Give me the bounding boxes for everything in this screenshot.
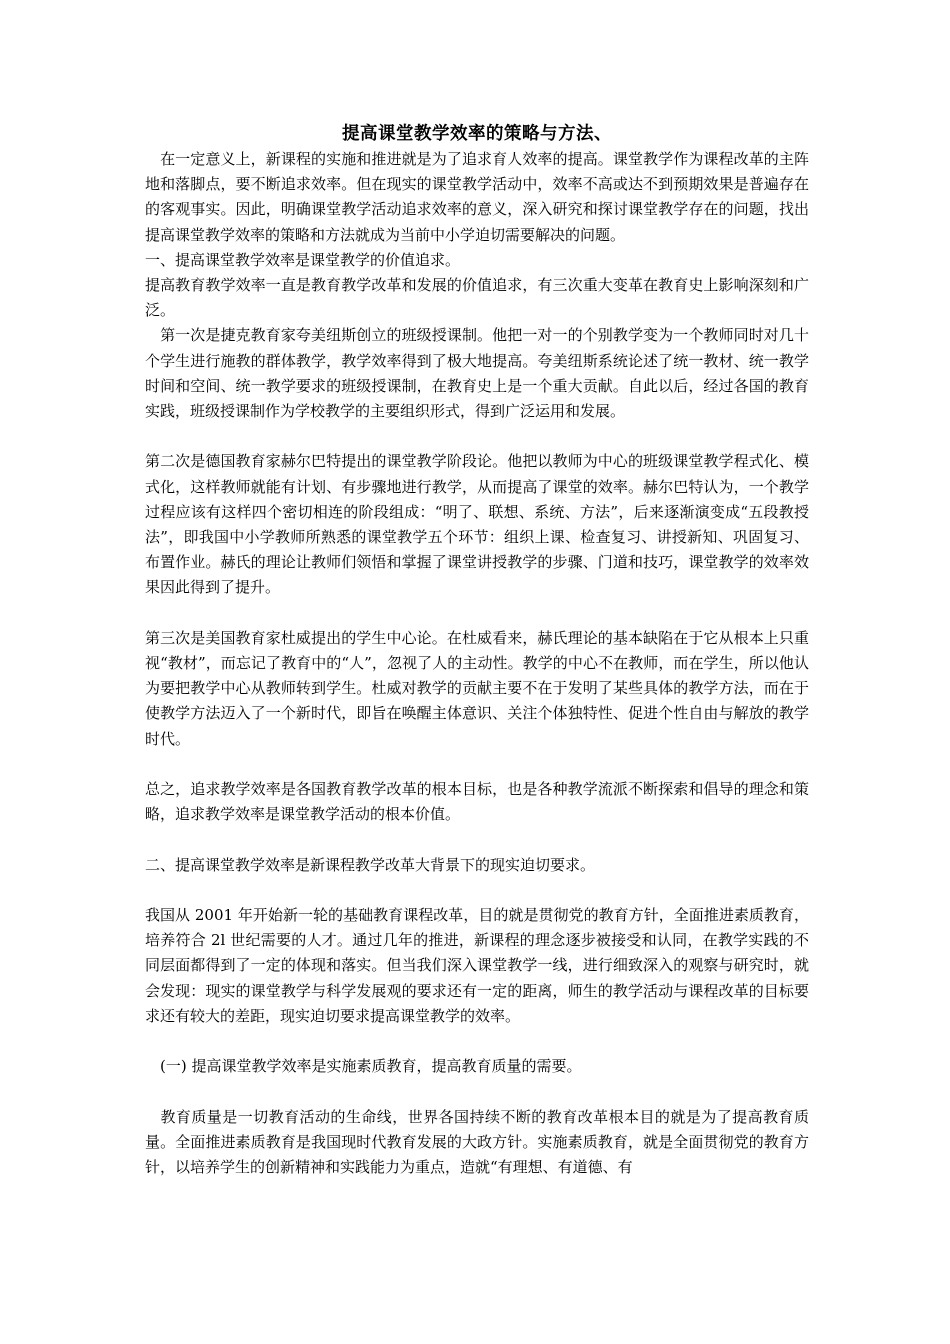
- paragraph-intro: 在一定意义上，新课程的实施和推进就是为了追求育人效率的提高。课堂教学作为课程改革的主阵地和落脚点，要不断追求效率。但在现实的课堂教学活动中，效率不高或达不到预期效果是普遍存在的客观事实。因此，明确课堂教学活动追求效率的意义，深入研究和探讨课堂教学存在的问题，找出提高课堂教学效率的策略和方法就成为当前中小学迫切需要解决的问题。: [145, 150, 809, 244]
- paragraph-value-pursuit: 提高教育教学效率一直是教育教学改革和发展的价值追求，有三次重大变革在教育史上影响深刻和广泛。: [145, 276, 809, 320]
- paragraph-herbart: 第二次是德国教育家赫尔巴特提出的课堂教学阶段论。他把以教师为中心的班级课堂教学程式化、模式化，这样教师就能有计划、有步骤地进行教学，从而提高了课堂的效率。赫尔巴特认为，一个教学过程应该有这样四个密切相连的阶段组成：“明了、联想、系统、方法”，后来逐渐演变成“五段教授法”，即我国中小学教师所熟悉的课堂教学五个环节：组织上课、检查复习、讲授新知、巩固复习、布置作业。赫氏的理论让教师们领悟和掌握了课堂讲授教学的步骤、门道和技巧，课堂教学的效率效果因此得到了提升。: [145, 452, 809, 597]
- paragraph-summary: 总之，追求教学效率是各国教育教学改革的根本目标，也是各种教学流派不断探索和倡导的理念和策略，追求教学效率是课堂教学活动的根本价值。: [145, 780, 809, 824]
- document-title: 提高课堂教学效率的策略与方法、: [342, 124, 612, 144]
- paragraph-curriculum-reform: 我国从 2001 年开始新一轮的基础教育课程改革，目的就是贯彻党的教育方针，全面推进素质教育，培养符合 2l 世纪需要的人才。通过几年的推进，新课程的理念逐步被接受和认同，在教学实践的不同层面都得到了一定的体现和落实。但当我们深入课堂教学一线，进行细致深入的观察与研究时，就会发现：现实的课堂教学与科学发展观的要求还有一定的距离，师生的教学活动与课程改革的目标要求还有较大的差距，现实迫切要求提高课堂教学的效率。: [145, 906, 809, 1025]
- paragraph-education-quality: 教育质量是一切教育活动的生命线，世界各国持续不断的教育改革根本目的就是为了提高教育质量。全面推进素质教育是我国现时代教育发展的大政方针。实施素质教育，就是全面贯彻党的教育方针，以培养学生的创新精神和实践能力为重点，造就“有理想、有道德、有: [145, 1107, 809, 1177]
- paragraph-dewey: 第三次是美国教育家杜威提出的学生中心论。在杜威看来，赫氏理论的基本缺陷在于它从根本上只重视“教材”，而忘记了教育中的“人”，忽视了人的主动性。教学的中心不在教师，而在学生，所以他认为要把教学中心从教师转到学生。杜威对教学的贡献主要不在于发明了某些具体的教学方法，而在于使教学方法迈入了一个新时代，即旨在唤醒主体意识、关注个体独特性、促进个性自由与解放的教学时代。: [145, 628, 809, 748]
- subsection-heading-1: (一) 提高课堂教学效率是实施素质教育，提高教育质量的需要。: [145, 1057, 582, 1076]
- paragraph-comenius: 第一次是捷克教育家夸美纽斯创立的班级授课制。他把一对一的个别教学变为一个教师同时对几十个学生进行施教的群体教学，教学效率得到了极大地提高。夸美纽斯系统论述了统一教材、统一教学时间和空间、统一教学要求的班级授课制，在教育史上是一个重大贡献。自此以后，经过各国的教育实践，班级授课制作为学校教学的主要组织形式，得到广泛运用和发展。: [145, 326, 809, 421]
- document-body: [145, 122, 809, 1180]
- section-heading-2: 二、提高课堂教学效率是新课程教学改革大背景下的现实迫切要求。: [145, 855, 596, 874]
- section-heading-1: 一、提高课堂教学效率是课堂教学的价值追求。: [145, 250, 461, 269]
